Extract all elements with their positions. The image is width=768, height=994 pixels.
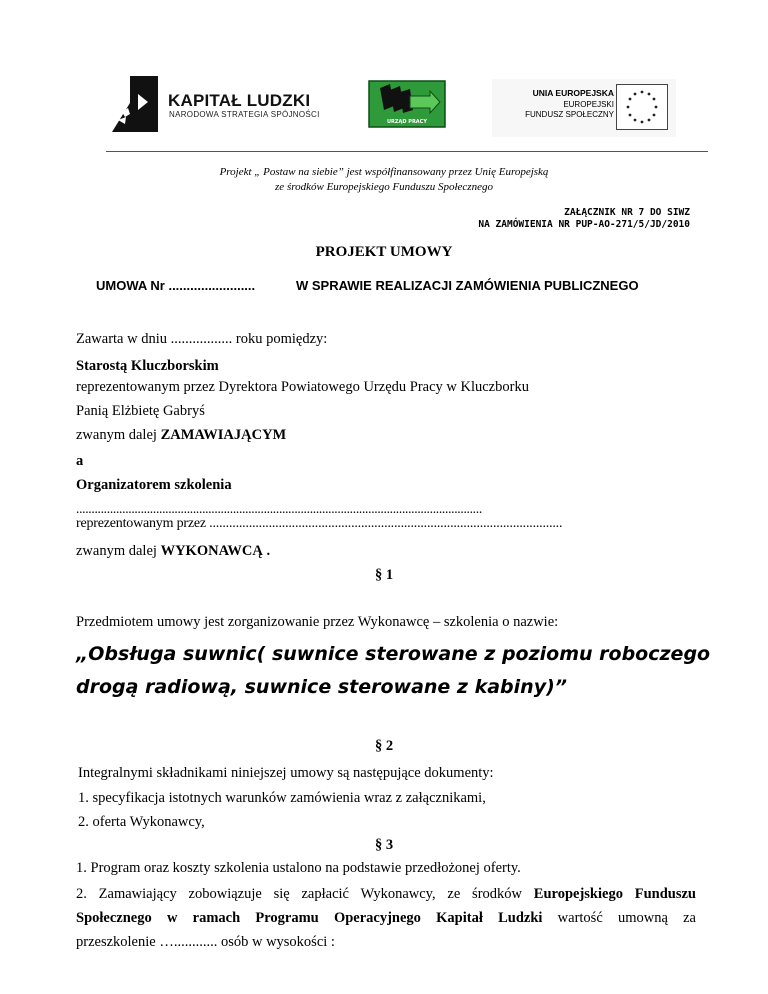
party-zamawiajacy-prefix: zwanym dalej: [76, 427, 161, 443]
section-2-item-1: 1. specyfikacja istotnych warunków zamówienia wraz z załącznikami,: [78, 790, 486, 806]
party-organizer: Organizatorem szkolenia: [76, 477, 232, 493]
kapital-ludzki-subtitle: NARODOWA STRATEGIA SPÓJNOŚCI: [169, 110, 320, 119]
urzad-pracy-label: URZĄD PRACY: [387, 119, 427, 125]
document-title: PROJEKT UMOWY: [315, 244, 453, 260]
section-3-point-1: 1. Program oraz koszty szkolenia ustalono na podstawie przedłożonej oferty.: [76, 860, 521, 876]
section-3-point-2-text-a: 2. Zamawiający zobowiązuje się zapłacić Wykonawcy, ze środków: [76, 886, 522, 902]
project-note-line-1: Projekt „ Postaw na siebie” jest współfinansowany przez Unię Europejską: [219, 166, 549, 178]
section-2-item-2: 2. oferta Wykonawcy,: [78, 814, 205, 830]
annex-line-2: NA ZAMÓWIENIA NR PUP-AO-271/5/JD/2010: [478, 219, 690, 230]
contract-subject: W SPRAWIE REALIZACJI ZAMÓWIENIA PUBLICZNEGO: [296, 278, 639, 293]
training-name-line-1: „Obsługa suwnic( suwnice sterowane z poziomu roboczego: [76, 643, 711, 665]
eu-flag-icon: [616, 84, 668, 130]
section-2-heading: § 2: [374, 738, 394, 754]
party-representative-name: Panią Elżbietę Gabryś: [76, 403, 205, 419]
section-3-point-2-line-1: [76, 886, 696, 903]
section-2-intro: Integralnymi składnikami niniejszej umowy są następujące dokumenty:: [78, 765, 494, 781]
eu-line-1: UNIA EUROPEJSKA: [532, 88, 614, 98]
section-3-point-2-within: w ramach: [166, 910, 241, 926]
section-3-point-2-value: wartość umowną za: [557, 910, 696, 926]
party-zamawiajacy-label: ZAMAWIAJĄCYM: [160, 427, 287, 443]
contract-number: UMOWA Nr ........................: [96, 278, 256, 293]
party-conjunction: a: [76, 453, 84, 469]
kapital-ludzki-logo-icon: [108, 72, 166, 136]
annex-line-1: ZAŁĄCZNIK NR 7 DO SIWZ: [564, 207, 690, 218]
section-3-point-2-program: Programu Operacyjnego Kapitał Ludzki: [255, 910, 543, 926]
project-note-line-2: ze środków Europejskiego Funduszu Społecznego: [275, 181, 493, 193]
section-3-heading: § 3: [374, 837, 394, 853]
parties-date-line: Zawarta w dniu ................. roku pomiędzy:: [76, 331, 328, 347]
party-representative: reprezentowanym przez Dyrektora Powiatowego Urzędu Pracy w Kluczborku: [76, 379, 529, 395]
party-starosta: Starostą Kluczborskim: [76, 358, 219, 374]
section-1-intro: Przedmiotem umowy jest zorganizowanie przez Wykonawcę – szkolenia o nazwie:: [76, 614, 559, 630]
kapital-ludzki-title: KAPITAŁ LUDZKI: [168, 91, 311, 110]
party-wykonawca-label: WYKONAWCĄ .: [160, 543, 271, 559]
party-organizer-representative: reprezentowanym przez ...........................................................................................................: [76, 516, 563, 531]
header-divider: [106, 151, 708, 152]
party-wykonawca-prefix: zwanym dalej: [76, 543, 161, 559]
section-3-point-2-fund-end: Społecznego: [76, 910, 152, 926]
training-name-line-2: drogą radiową, suwnice sterowane z kabiny)”: [76, 676, 567, 698]
party-zamawiajacy-line: [76, 427, 286, 444]
eu-line-3: FUNDUSZ SPOŁECZNY: [525, 110, 614, 119]
urzad-pracy-logo-icon: [368, 80, 446, 128]
section-3-point-2-fund: Europejskiego Funduszu: [533, 886, 697, 902]
party-organizer-blank: ....................................................................................................................................: [76, 501, 482, 516]
section-1-heading: § 1: [374, 567, 394, 583]
section-3-point-2-line-3: przeszkolenie …............ osób w wysokości :: [76, 934, 335, 950]
party-wykonawca-line: [76, 543, 270, 560]
eu-line-2: EUROPEJSKI: [563, 100, 614, 109]
section-3-point-2-line-2: [76, 910, 696, 927]
